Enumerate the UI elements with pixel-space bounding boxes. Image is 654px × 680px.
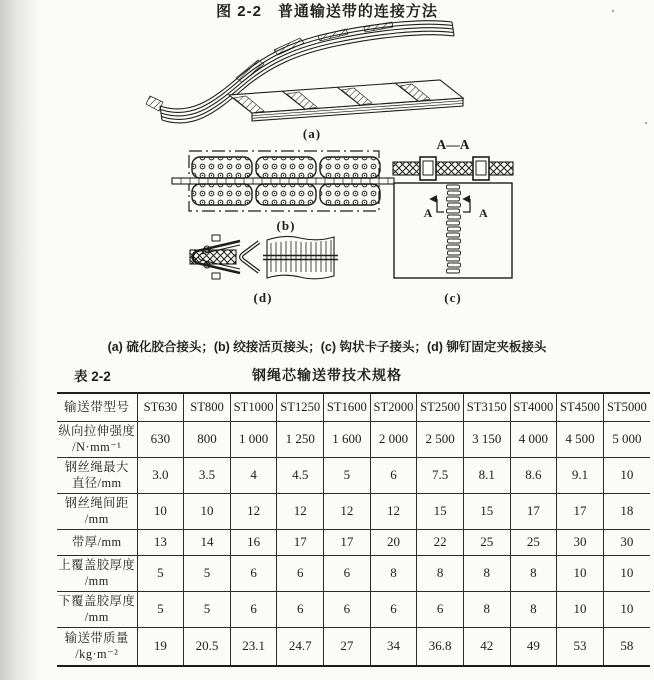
column-header: ST1000: [230, 393, 277, 422]
cell: 17: [324, 530, 371, 556]
cell: 2 000: [370, 422, 417, 458]
cell: 22: [417, 530, 464, 556]
cell: 23.1: [230, 628, 277, 667]
row-label: [57, 458, 137, 494]
row-label: [57, 556, 137, 592]
cell: 16: [230, 530, 277, 556]
figure-d-label: (d): [253, 290, 273, 305]
cell: 17: [510, 494, 557, 530]
cell: 13: [137, 530, 184, 556]
cell: 10: [603, 458, 650, 494]
column-header: ST5000: [603, 393, 650, 422]
cell: 15: [463, 494, 510, 530]
row-label-line1: 纵向拉伸强度: [58, 424, 136, 439]
cell: 8: [510, 592, 557, 628]
cell: 6: [370, 458, 417, 494]
row-label: [57, 628, 137, 667]
cell: 6: [230, 556, 277, 592]
cell: 3 150: [463, 422, 510, 458]
cell: 8: [370, 556, 417, 592]
table-row: [57, 628, 650, 667]
cell: 6: [370, 592, 417, 628]
cell: 5: [184, 592, 231, 628]
column-header: ST4500: [557, 393, 604, 422]
cell: 10: [603, 556, 650, 592]
cell: 30: [557, 530, 604, 556]
cell: 17: [557, 494, 604, 530]
cell: 10: [557, 556, 604, 592]
column-header: ST3150: [463, 393, 510, 422]
row-label-line2: /kg·m⁻²: [75, 646, 119, 661]
figure-caption-subtitle: (a) 硫化胶合接头；(b) 绞接活页接头；(c) 钩状卡子接头；(d) 铆钉固定夹板接头: [107, 340, 547, 354]
cell: 4.5: [277, 458, 324, 494]
cell: 6: [417, 592, 464, 628]
cell: 25: [510, 530, 557, 556]
cell: 19: [137, 628, 184, 667]
cell: 5: [137, 592, 184, 628]
column-header: ST2000: [370, 393, 417, 422]
cell: 2 500: [417, 422, 464, 458]
figure-a-vulcanized-splice: [146, 21, 463, 123]
cell: 8: [463, 556, 510, 592]
row-label-line1: 钢丝绳间距: [64, 496, 129, 511]
column-header: ST1600: [324, 393, 371, 422]
cell: 5: [184, 556, 231, 592]
cell: 12: [370, 494, 417, 530]
cell: 6: [324, 592, 371, 628]
table-number-label: 表 2-2: [74, 369, 111, 384]
row-label: [57, 530, 137, 556]
table-row: [57, 592, 650, 628]
row-label-line2: 直径/mm: [71, 475, 122, 490]
row-label-line2: /N·mm⁻¹: [72, 439, 122, 454]
cell: 3.5: [184, 458, 231, 494]
row-label-line1: 输送带质量: [64, 631, 129, 646]
cell: 10: [137, 494, 184, 530]
cell: 1 250: [277, 422, 324, 458]
cell: 6: [230, 592, 277, 628]
cell: 6: [324, 556, 371, 592]
cell: 4 000: [510, 422, 557, 458]
cell: 12: [324, 494, 371, 530]
cell: 3.0: [137, 458, 184, 494]
row-label-line1: 下覆盖胶厚度: [58, 594, 136, 609]
cell: 6: [277, 556, 324, 592]
cell: 4: [230, 458, 277, 494]
cell: 20: [370, 530, 417, 556]
figure-b-hinge-joint: [172, 151, 394, 211]
cell: 25: [463, 530, 510, 556]
cell: 18: [603, 494, 650, 530]
table-row: [57, 530, 650, 556]
column-header: ST1250: [277, 393, 324, 422]
cell: 34: [370, 628, 417, 667]
section-arrow-label-right: A: [479, 206, 488, 220]
cell: 5 000: [603, 422, 650, 458]
row-label: [57, 494, 137, 530]
figure-caption-title: 图 2-2 普通输送带的连接方法: [216, 3, 438, 20]
column-header: ST630: [137, 393, 184, 422]
table-row: [57, 422, 650, 458]
cell: 1 000: [230, 422, 277, 458]
cell: 5: [324, 458, 371, 494]
cell: 8.6: [510, 458, 557, 494]
table-row: [57, 494, 650, 530]
cell: 20.5: [184, 628, 231, 667]
cell: 12: [230, 494, 277, 530]
table-header-row: [57, 393, 650, 422]
cell: 800: [184, 422, 231, 458]
cell: 15: [417, 494, 464, 530]
cell: 53: [557, 628, 604, 667]
section-title-label: A—A: [436, 137, 470, 152]
figure-c-label: (c): [444, 290, 462, 305]
cell: 12: [277, 494, 324, 530]
figure-2-2-diagrams: [0, 0, 654, 312]
row-label-line2: /mm: [84, 511, 109, 526]
cell: 5: [137, 556, 184, 592]
column-header: ST2500: [417, 393, 464, 422]
cell: 10: [557, 592, 604, 628]
figure-d-rivet-clamp-joint: [190, 235, 338, 279]
cell: 10: [603, 592, 650, 628]
row-label-line1: 带厚/mm: [71, 534, 122, 549]
cell: 7.5: [417, 458, 464, 494]
cell: 10: [184, 494, 231, 530]
cell: 58: [603, 628, 650, 667]
row-label: [57, 422, 137, 458]
header-row-label: 输送带型号: [57, 393, 137, 422]
figure-a-label: (a): [302, 126, 322, 141]
column-header: ST4000: [510, 393, 557, 422]
cell: 1 600: [324, 422, 371, 458]
cell: 42: [463, 628, 510, 667]
table-row: [57, 556, 650, 592]
cell: 4 500: [557, 422, 604, 458]
cell: 49: [510, 628, 557, 667]
cell: 8: [417, 556, 464, 592]
cell: 36.8: [417, 628, 464, 667]
table-title: 钢绳芯输送带技术规格: [252, 367, 402, 383]
column-header: ST800: [184, 393, 231, 422]
cell: 630: [137, 422, 184, 458]
cell: 14: [184, 530, 231, 556]
cell: 9.1: [557, 458, 604, 494]
row-label: [57, 592, 137, 628]
row-label-line2: /mm: [84, 573, 109, 588]
row-label-line2: /mm: [84, 609, 109, 624]
cell: 17: [277, 530, 324, 556]
cell: 24.7: [277, 628, 324, 667]
section-arrow-label-left: A: [423, 206, 433, 220]
cell: 8: [463, 592, 510, 628]
cell: 27: [324, 628, 371, 667]
cell: 8: [510, 556, 557, 592]
table-row: [57, 458, 650, 494]
cell: 30: [603, 530, 650, 556]
cell: 8.1: [463, 458, 510, 494]
figure-b-label: (b): [276, 218, 296, 233]
row-label-line1: 上覆盖胶厚度: [58, 558, 136, 573]
spec-table: [57, 392, 650, 667]
figure-c-hook-clip-joint: [393, 137, 513, 278]
cell: 6: [277, 592, 324, 628]
row-label-line1: 钢丝绳最大: [64, 460, 129, 475]
